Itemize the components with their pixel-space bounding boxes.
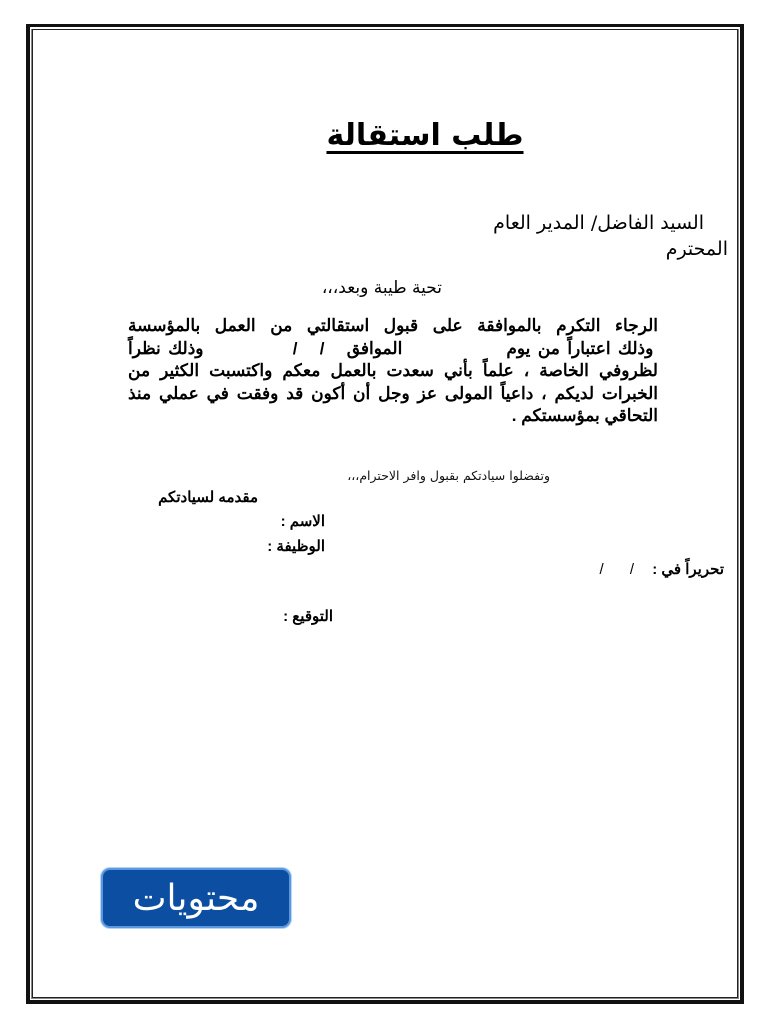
- date-field-value: / /: [599, 561, 635, 578]
- closing-remark: وتفضلوا سيادتكم بقبول وافر الاحترام،،،: [347, 468, 550, 483]
- body-line: لظروفي الخاصة ، علماً بأني سعدت بالعمل معكم واكتسبت الكثير من: [128, 361, 658, 380]
- salutation-honorific: المحترم: [665, 238, 728, 260]
- greeting: تحية طيبة وبعد،،،: [321, 278, 442, 298]
- logo-text: محتويات: [132, 877, 260, 919]
- name-field-label: الاسم :: [280, 513, 325, 530]
- mohtawiat-logo: [101, 868, 291, 928]
- date-field: [600, 560, 724, 578]
- signature-field-label: التوقيع :: [283, 608, 333, 625]
- date-field-label: تحريراً في :: [652, 561, 724, 578]
- body-line: الرجاء التكرم بالموافقة على قبول استقالتي من العمل بالمؤسسة: [128, 316, 658, 335]
- presenter-line: مقدمه لسيادتكم: [158, 489, 258, 506]
- body-line: التحاقي بمؤسستكم .: [511, 406, 658, 425]
- letter-body: [128, 315, 658, 428]
- salutation-block: [493, 210, 728, 262]
- body-line: الخبرات لديكم ، داعياً المولى عز وجل أن أكون قد وفقت في عملي منذ: [128, 383, 658, 403]
- body-line: وذلك اعتباراً من يوم الموافق / / وذلك نظراً: [128, 338, 658, 358]
- page-border-frame: [26, 24, 744, 1004]
- salutation-addressee: السيد الفاضل/ المدير العام: [493, 212, 704, 234]
- document-title: طلب استقالة: [326, 118, 524, 153]
- job-field-label: الوظيفة :: [267, 538, 325, 555]
